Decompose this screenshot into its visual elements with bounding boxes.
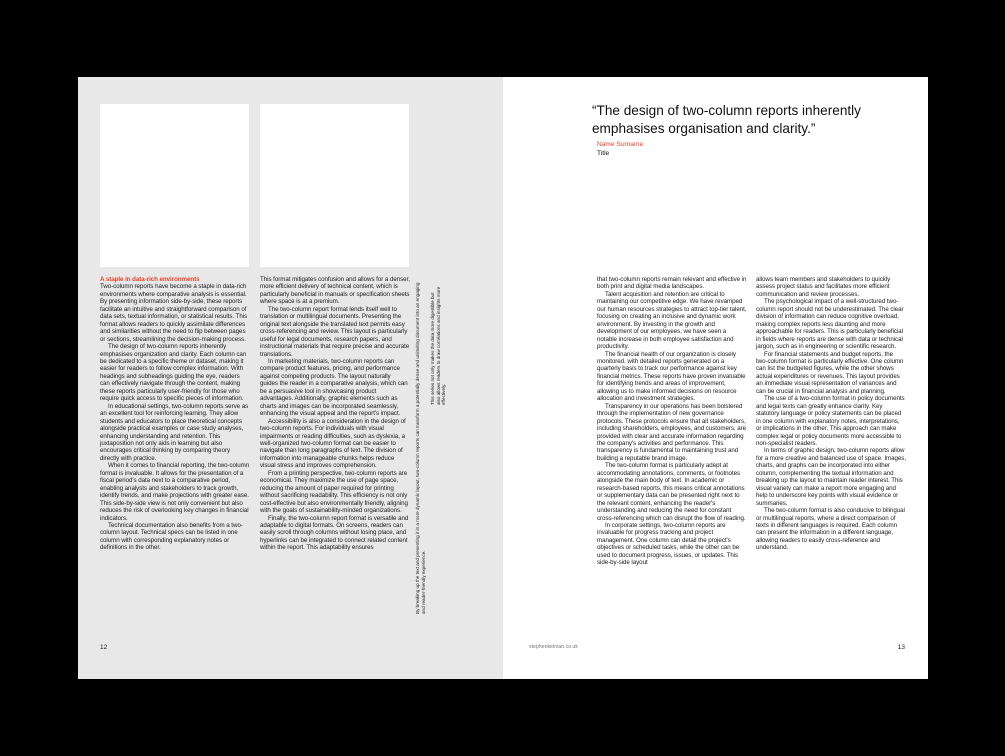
paragraph: Technical documentation also benefits from a two-column layout. Technical specs can be listed in one column with corresponding explanatory notes or definitions in the other. [100,521,243,552]
left-page-column-2 [260,276,410,552]
left-page [78,77,503,679]
paragraph: The two-column report format lends itself well to translation or multilingual documents. Presenting the original text alongside the translated text permits easy cross-referencing and review. This layout is particularly useful for legal documents, research papers, and instructional materials that require precise and accurate translations. [260,305,410,358]
side-note-vertical: This series not only makes the data more digestible but also allows readers to draw correlations and insights more effectively. [430,286,447,405]
right-page-column-1 [597,276,747,567]
quote-author-name: Name Surname [597,141,644,148]
paragraph: The design of two-column reports inherently emphasises organization and clarity. Each column can be dedicated to a specific theme or dataset, making it easier for readers to follow complex information. With headings and subheadings guiding the eye, readers can effectively navigate through the content, making these reports particularly user-friendly for those who require quick access to specific pieces of information. [100,343,247,403]
section-heading: A staple in data-rich environments [100,276,200,283]
side-note-vertical: By breaking up the text and presenting it in a more dynamic layout, two-column reports can transform a potentially dense and uninviting document into an engaging and reader-friendly experience. [415,282,426,614]
paragraph: In marketing materials, two-column reports can compare product features, pricing, and performance against competing products. The layout naturally guides the reader in a comparative analysis, which can be a persuasive tool in showcasing product advantages. Additionally, graphic elements such as charts and images can be incorporated seamlessly, enhancing the visual appeal and the report's impact. [260,357,408,418]
paragraph: allows team members and stakeholders to quickly assess project status and facilitates more efficient communication and review processes. [756,276,891,298]
paragraph: Two-column reports have become a staple in data-rich environments where comparative analysis is essential. By presenting information side-by-side, these reports facilitate an intuitive and straightforward comparison of data sets, textual information, or statistical results. This format allows readers to quickly assimilate differences and similarities without the need to flip between pages or sections, streamlining the decision-making process. [100,283,248,343]
pull-quote: “The design of two-column reports inherently emphasises organisation and clarity.” [592,103,861,136]
paragraph: In educational settings, two-column reports serve as an excellent tool for reinforcing learning. They allow students and educators to place theoretical concepts alongside practical examples or case study analyses, enhancing understanding and retention. This juxtaposition not only aids in learning but also encourages critical thinking by comparing theory directly with practice. [100,402,249,462]
quote-author-title: Title [597,150,610,157]
paragraph: Finally, the two-column report format is versatile and adaptable to digital formats. On screens, readers can easily scroll through columns without losing place, and hyperlinks can be integrated to connect related content within the report. This adaptability ensures [260,514,409,552]
paragraph: Talent acquisition and retention are critical to maintaining our competitive edge. We have revamped our human resources strategies to attract top-tier talent, focusing on creating an inclusive and dynamic work environment. By investing in the growth and development of our employees, we have seen a notable increase in both employee satisfaction and productivity. [597,290,747,351]
website-url: stephenkelman.co.uk [529,644,579,650]
right-page [503,77,928,679]
paragraph: The use of a two-column format in policy documents and legal texts can greatly enhance clarity. Key statutory language or policy statements can be placed in one column with explanatory notes, interpretations, or implications in the other. This approach can make complex legal or policy documents more accessible to non-specialist readers. [756,395,905,447]
paragraph: Transparency in our operations has been bolstered through the implementation of new governance protocols. These protocols ensure that all stakeholders, including shareholders, employees, and customers, are provided with clear and accurate information regarding the company's activities and performance. This transparency is fundamental to maintaining trust and building a reputable brand image. [597,402,747,462]
page-number: 13 [897,644,905,651]
paragraph: The psychological impact of a well-structured two-column report should not be underestimated. The clear division of information can reduce cognitive overload, making complex reports less daunting and more approachable for readers. This is particularly beneficial in fields where reports are dense with data or technical jargon, such as in engineering or scientific research. [756,298,904,351]
image-placeholder-right [260,104,409,267]
paragraph: In corporate settings, two-column reports are invaluable for progress tracking and project management. One column can detail the project's objectives or scheduled tasks, while the other can be used to document progress, issues, or updates. This side-by-side layout [597,521,740,567]
paragraph: This format mitigates confusion and allows for a denser, more efficient delivery of technical content, which is particularly beneficial in manuals or specification sheets where space is at a premium. [260,276,410,306]
image-placeholder-left [100,104,249,267]
paragraph: that two-column reports remain relevant and effective in both print and digital media landscapes. [597,276,747,291]
paragraph: From a printing perspective, two-column reports are economical. They maximize the use of page space, reducing the amount of paper required for printing without sacrificing readability. This efficiency is not only cost-effective but also environmentally friendly, aligning with the goals of sustainability-minded organizations. [260,469,408,515]
paragraph: When it comes to financial reporting, the two-column format is invaluable. It allows for the presentation of a fiscal period's data next to a comparative period, enabling analysts and stakeholders to track growth, identify trends, and make projections with greater ease. This side-by-side view is not only convenient but also reduces the risk of overlooking key changes in financial indicators. [100,462,250,522]
side-note-wrapper [430,285,450,405]
paragraph: The two-column format is particularly adept at accommodating annotations, comments, or footnotes alongside the main body of text. In academic or research-based reports, this means critical annotations or supplementary data can be presented right next to the relevant content, enhancing the reader's understanding and reducing the need for constant cross-referencing which can disrupt the flow of reading. [597,462,746,522]
paragraph: The two-column format is also conducive to bilingual or multilingual reports, where a direct comparison of texts in different languages is required. Each column can present the information in a different language, allowing readers to easily cross-reference and understand. [756,507,905,552]
paragraph: For financial statements and budget reports, the two-column format is particularly effective. One column can list the budgeted figures, while the other shows actual expenditures or revenues. This layout provides an immediate visual representation of variances and can be crucial in financial analysis and planning. [756,350,904,395]
paragraph: In terms of graphic design, two-column reports allow for a more creative and balanced use of space. Images, charts, and graphs can be incorporated into either column, complementing the textual information and breaking up the layout to maintain reader interest. This visual variety can make a report more engaging and help to underscore key points with visual evidence or summaries. [756,447,907,507]
right-page-column-2 [756,276,906,552]
paragraph: Accessibility is also a consideration in the design of two-column reports. For individuals with visual impairments or reading difficulties, such as dyslexia, a well-organized two-column format can be easier to navigate than long paragraphs of text. The division of information into manageable chunks helps reduce visual stress and improves comprehension. [260,417,406,470]
paragraph: The financial health of our organization is closely monitored, with detailed reports generated on a quarterly basis to track our performance against key financial metrics. These reports have proven invaluable for identifying trends and areas of improvement, allowing us to make informed decisions on resource allocation and investment strategies. [597,350,746,403]
page-number: 12 [100,644,108,651]
left-page-column-1 [100,276,250,552]
